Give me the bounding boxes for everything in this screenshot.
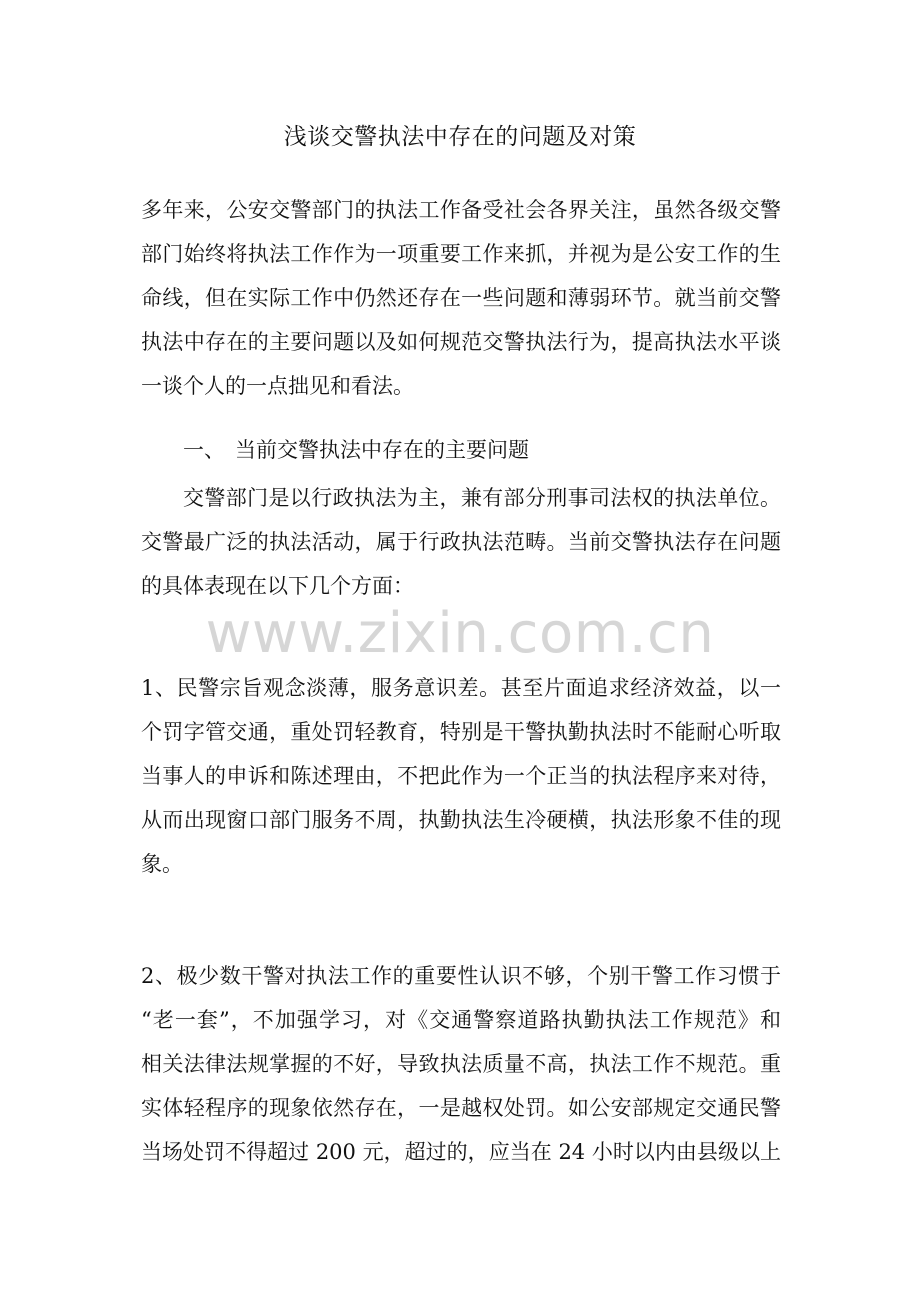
section-heading [183,430,783,470]
intro-line: 执法中存在的主要问题以及如何规范交警执法行为，提高执法水平谈 [141,330,781,354]
document-title: 浅谈交警执法中存在的问题及对策 [283,124,637,150]
section-heading-text: 当前交警执法中存在的主要问题 [235,438,529,462]
item1-line: 1、民警宗旨观念淡薄，服务意识差。甚至片面追求经济效益，以一 [141,676,781,700]
section-line: 的具体表现在以下几个方面： [141,574,414,598]
item1-line: 象。 [141,852,183,876]
item1-line: 当事人的申诉和陈述理由，不把此作为一个正当的执法程序来对待， [141,764,781,788]
item2-line: 当场处罚不得超过 200 元，超过的，应当在 24 小时以内由县级以上 [141,1140,781,1164]
section-line: 交警部门是以行政执法为主，兼有部分刑事司法权的执法单位。 [183,486,781,510]
section-line: 交警最广泛的执法活动，属于行政执法范畴。当前交警执法存在问题 [141,530,781,554]
intro-line: 一谈个人的一点拙见和看法。 [141,374,414,398]
intro-line: 命线，但在实际工作中仍然还存在一些问题和薄弱环节。就当前交警 [141,286,781,310]
item2-line: 相关法律法规掌握的不好，导致执法质量不高，执法工作不规范。重 [141,1052,781,1076]
item2-line: “老一套”，不加强学习，对《交通警察道路执勤执法工作规范》和 [141,1008,781,1032]
item2-line: 实体轻程序的现象依然存在，一是越权处罚。如公安部规定交通民警 [141,1096,781,1120]
intro-line: 多年来，公安交警部门的执法工作备受社会各界关注，虽然各级交警 [141,198,781,222]
watermark: www.zixin.com.cn [205,601,715,666]
intro-line: 部门始终将执法工作作为一项重要工作来抓，并视为是公安工作的生 [141,242,781,266]
section-number: 一、 [183,438,225,462]
item1-line: 个罚字管交通，重处罚轻教育，特别是干警执勤执法时不能耐心听取 [141,720,781,744]
item2-line: 2、极少数干警对执法工作的重要性认识不够，个别干警工作习惯于 [141,964,781,988]
item1-line: 从而出现窗口部门服务不周，执勤执法生冷硬横，执法形象不佳的现 [141,808,781,832]
